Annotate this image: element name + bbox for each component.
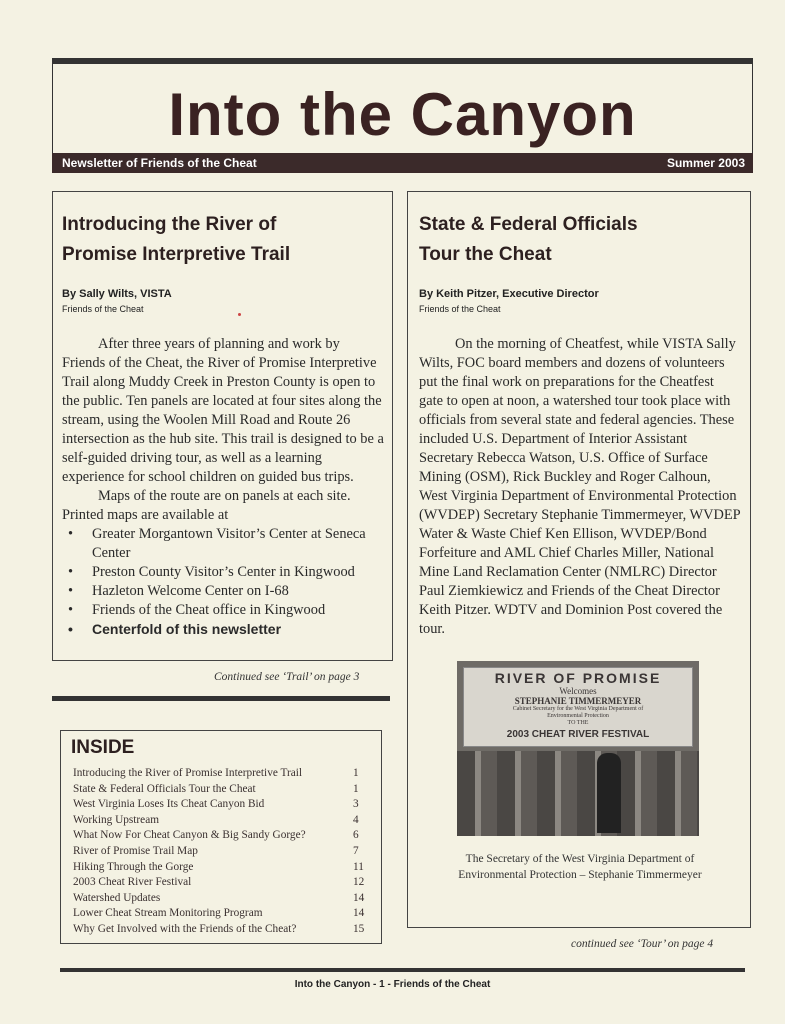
toc-list — [73, 766, 373, 938]
festival-photo — [457, 661, 699, 836]
toc-row-title: State & Federal Officials Tour the Cheat — [73, 782, 256, 795]
page-footer: Into the Canyon - 1 - Friends of the Cheat — [294, 979, 491, 990]
toc-row-page: 6 — [353, 829, 359, 842]
list-item: • Greater Morgantown Visitor’s Center at Seneca Center — [62, 525, 384, 563]
toc-row[interactable] — [73, 782, 373, 798]
section-divider — [52, 696, 390, 701]
banner-welcomes: Welcomes — [559, 686, 597, 696]
article-trail-byline: By Sally Wilts, VISTA — [62, 288, 172, 300]
toc-row-page: 7 — [353, 844, 359, 857]
banner-festival: 2003 CHEAT RIVER FESTIVAL — [506, 729, 650, 740]
toc-row-title: Lower Cheat Stream Monitoring Program — [73, 907, 263, 920]
toc-row[interactable] — [73, 906, 373, 922]
photo-background — [457, 751, 699, 836]
toc-row-page: 3 — [353, 798, 359, 811]
toc-row[interactable] — [73, 828, 373, 844]
article-trail-continued: Continued see ‘Trail’ on page 3 — [214, 671, 360, 683]
toc-row-page: 1 — [353, 767, 359, 779]
article-trail-title — [62, 210, 382, 270]
banner-line2: Environmental Protection — [547, 713, 609, 719]
article-tour-byline: By Keith Pitzer, Executive Director — [419, 288, 599, 300]
toc-row-title: Hiking Through the Gorge — [73, 860, 194, 873]
article-trail-para1: After three years of planning and work by Friends of the Cheat, the River of Promise Interpretive Trail along Muddy Creek in Preston County is open to the public. Ten panels are located at four sites along the stream, using the Woolen Mill Road and Route 26 intersection as the hub site. This trail is designed to be a self-guided driving tour, as well as a learning experience for school children on guided bus trips. — [62, 336, 384, 485]
toc-row-page: 4 — [353, 813, 359, 826]
toc-row-title: Watershed Updates — [73, 891, 161, 904]
toc-row-title: 2003 Cheat River Festival — [73, 876, 192, 889]
inside-toc-box — [60, 730, 382, 944]
masthead-band — [52, 153, 753, 173]
list-item: • Friends of the Cheat office in Kingwood — [62, 601, 384, 620]
footer-rule — [60, 968, 745, 972]
toc-row[interactable] — [73, 844, 373, 860]
photo-caption — [420, 851, 740, 883]
toc-row-title: Why Get Involved with the Friends of the Cheat? — [73, 922, 297, 935]
article-trail-title-line2: Promise Interpretive Trail — [62, 244, 291, 265]
toc-row-page: 15 — [353, 922, 365, 935]
toc-row-title: West Virginia Loses Its Cheat Canyon Bid — [73, 798, 265, 811]
toc-row[interactable] — [73, 891, 373, 907]
toc-row[interactable] — [73, 860, 373, 876]
toc-row-page: 12 — [353, 876, 365, 889]
article-trail-title-line1: Introducing the River of — [62, 214, 277, 235]
photo-banner — [463, 667, 693, 747]
inside-title: INSIDE — [71, 737, 135, 758]
article-trail-affiliation: Friends of the Cheat — [62, 304, 144, 314]
article-tour-title-line1: State & Federal Officials — [419, 214, 638, 235]
banner-to-the: TO THE — [567, 720, 589, 726]
toc-row-title: Working Upstream — [73, 813, 159, 826]
toc-row-title: What Now For Cheat Canyon & Big Sandy Gorge? — [73, 829, 306, 842]
toc-row-title: River of Promise Trail Map — [73, 844, 198, 857]
article-trail-para2: Maps of the route are on panels at each site. — [98, 488, 351, 504]
photo-person — [597, 753, 621, 833]
article-trail-body — [62, 335, 384, 639]
toc-row-page: 1 — [353, 782, 359, 795]
toc-row-title: Introducing the River of Promise Interpretive Trail — [73, 767, 303, 779]
toc-row-page: 14 — [353, 907, 365, 920]
toc-row[interactable] — [73, 766, 373, 782]
photo-caption-line1: The Secretary of the West Virginia Department of — [465, 853, 695, 865]
issue-label: Summer 2003 — [666, 156, 745, 170]
article-tour-affiliation: Friends of the Cheat — [419, 304, 501, 314]
banner-line1: Cabinet Secretary for the West Virginia Department of — [512, 706, 644, 712]
toc-row-page: 11 — [353, 860, 364, 873]
toc-row[interactable] — [73, 922, 373, 938]
article-tour-continued: continued see ‘Tour’ on page 4 — [571, 938, 714, 950]
toc-row[interactable] — [73, 797, 373, 813]
photo-caption-line2: Environmental Protection – Stephanie Timmermeyer — [458, 869, 702, 881]
newsletter-subtitle: Newsletter of Friends of the Cheat — [62, 156, 257, 170]
newsletter-title: Into the Canyon — [168, 81, 637, 148]
article-tour-body — [419, 335, 741, 639]
banner-name: STEPHANIE TIMMERMEYER — [514, 696, 642, 706]
map-locations-list — [62, 525, 384, 639]
list-item: • Preston County Visitor’s Center in Kingwood — [62, 563, 384, 582]
toc-row[interactable] — [73, 813, 373, 829]
list-item-centerfold: • Centerfold of this newsletter — [62, 620, 384, 639]
article-tour-title-line2: Tour the Cheat — [419, 244, 552, 265]
stray-mark — [238, 313, 241, 316]
banner-main: RIVER OF PROMISE — [494, 670, 662, 686]
article-trail-para3: Printed maps are available at — [62, 507, 229, 523]
masthead — [52, 58, 753, 173]
toc-row[interactable] — [73, 875, 373, 891]
article-tour-title — [419, 210, 739, 270]
article-tour-para1: On the morning of Cheatfest, while VISTA Sally Wilts, FOC board members and dozens of volunteers put the final work on preparations for the Cheatfest gate to open at noon, a watershed tour took place with officials from several state and federal agencies. These included U.S. Department of Interior Assistant Secretary Rebecca Watson, U.S. Office of Surface Mining (OSM), Rick Buckley and Roger Calhoun, West Virginia Department of Environmental Protection (WVDEP) Secretary Stephanie Timmermeyer, WVDEP Water & Waste Chief Ken Ellison, WVDEP/Bond Forfeiture and AML Chief Charles Miller, National Mine Land Reclamation Center (NMLRC) Director Paul Ziemkiewicz and Friends of the Cheat Director Keith Pitzer. WDTV and Dominion Post covered the tour. — [419, 336, 741, 637]
toc-row-page: 14 — [353, 891, 365, 904]
list-item: • Hazleton Welcome Center on I-68 — [62, 582, 384, 601]
